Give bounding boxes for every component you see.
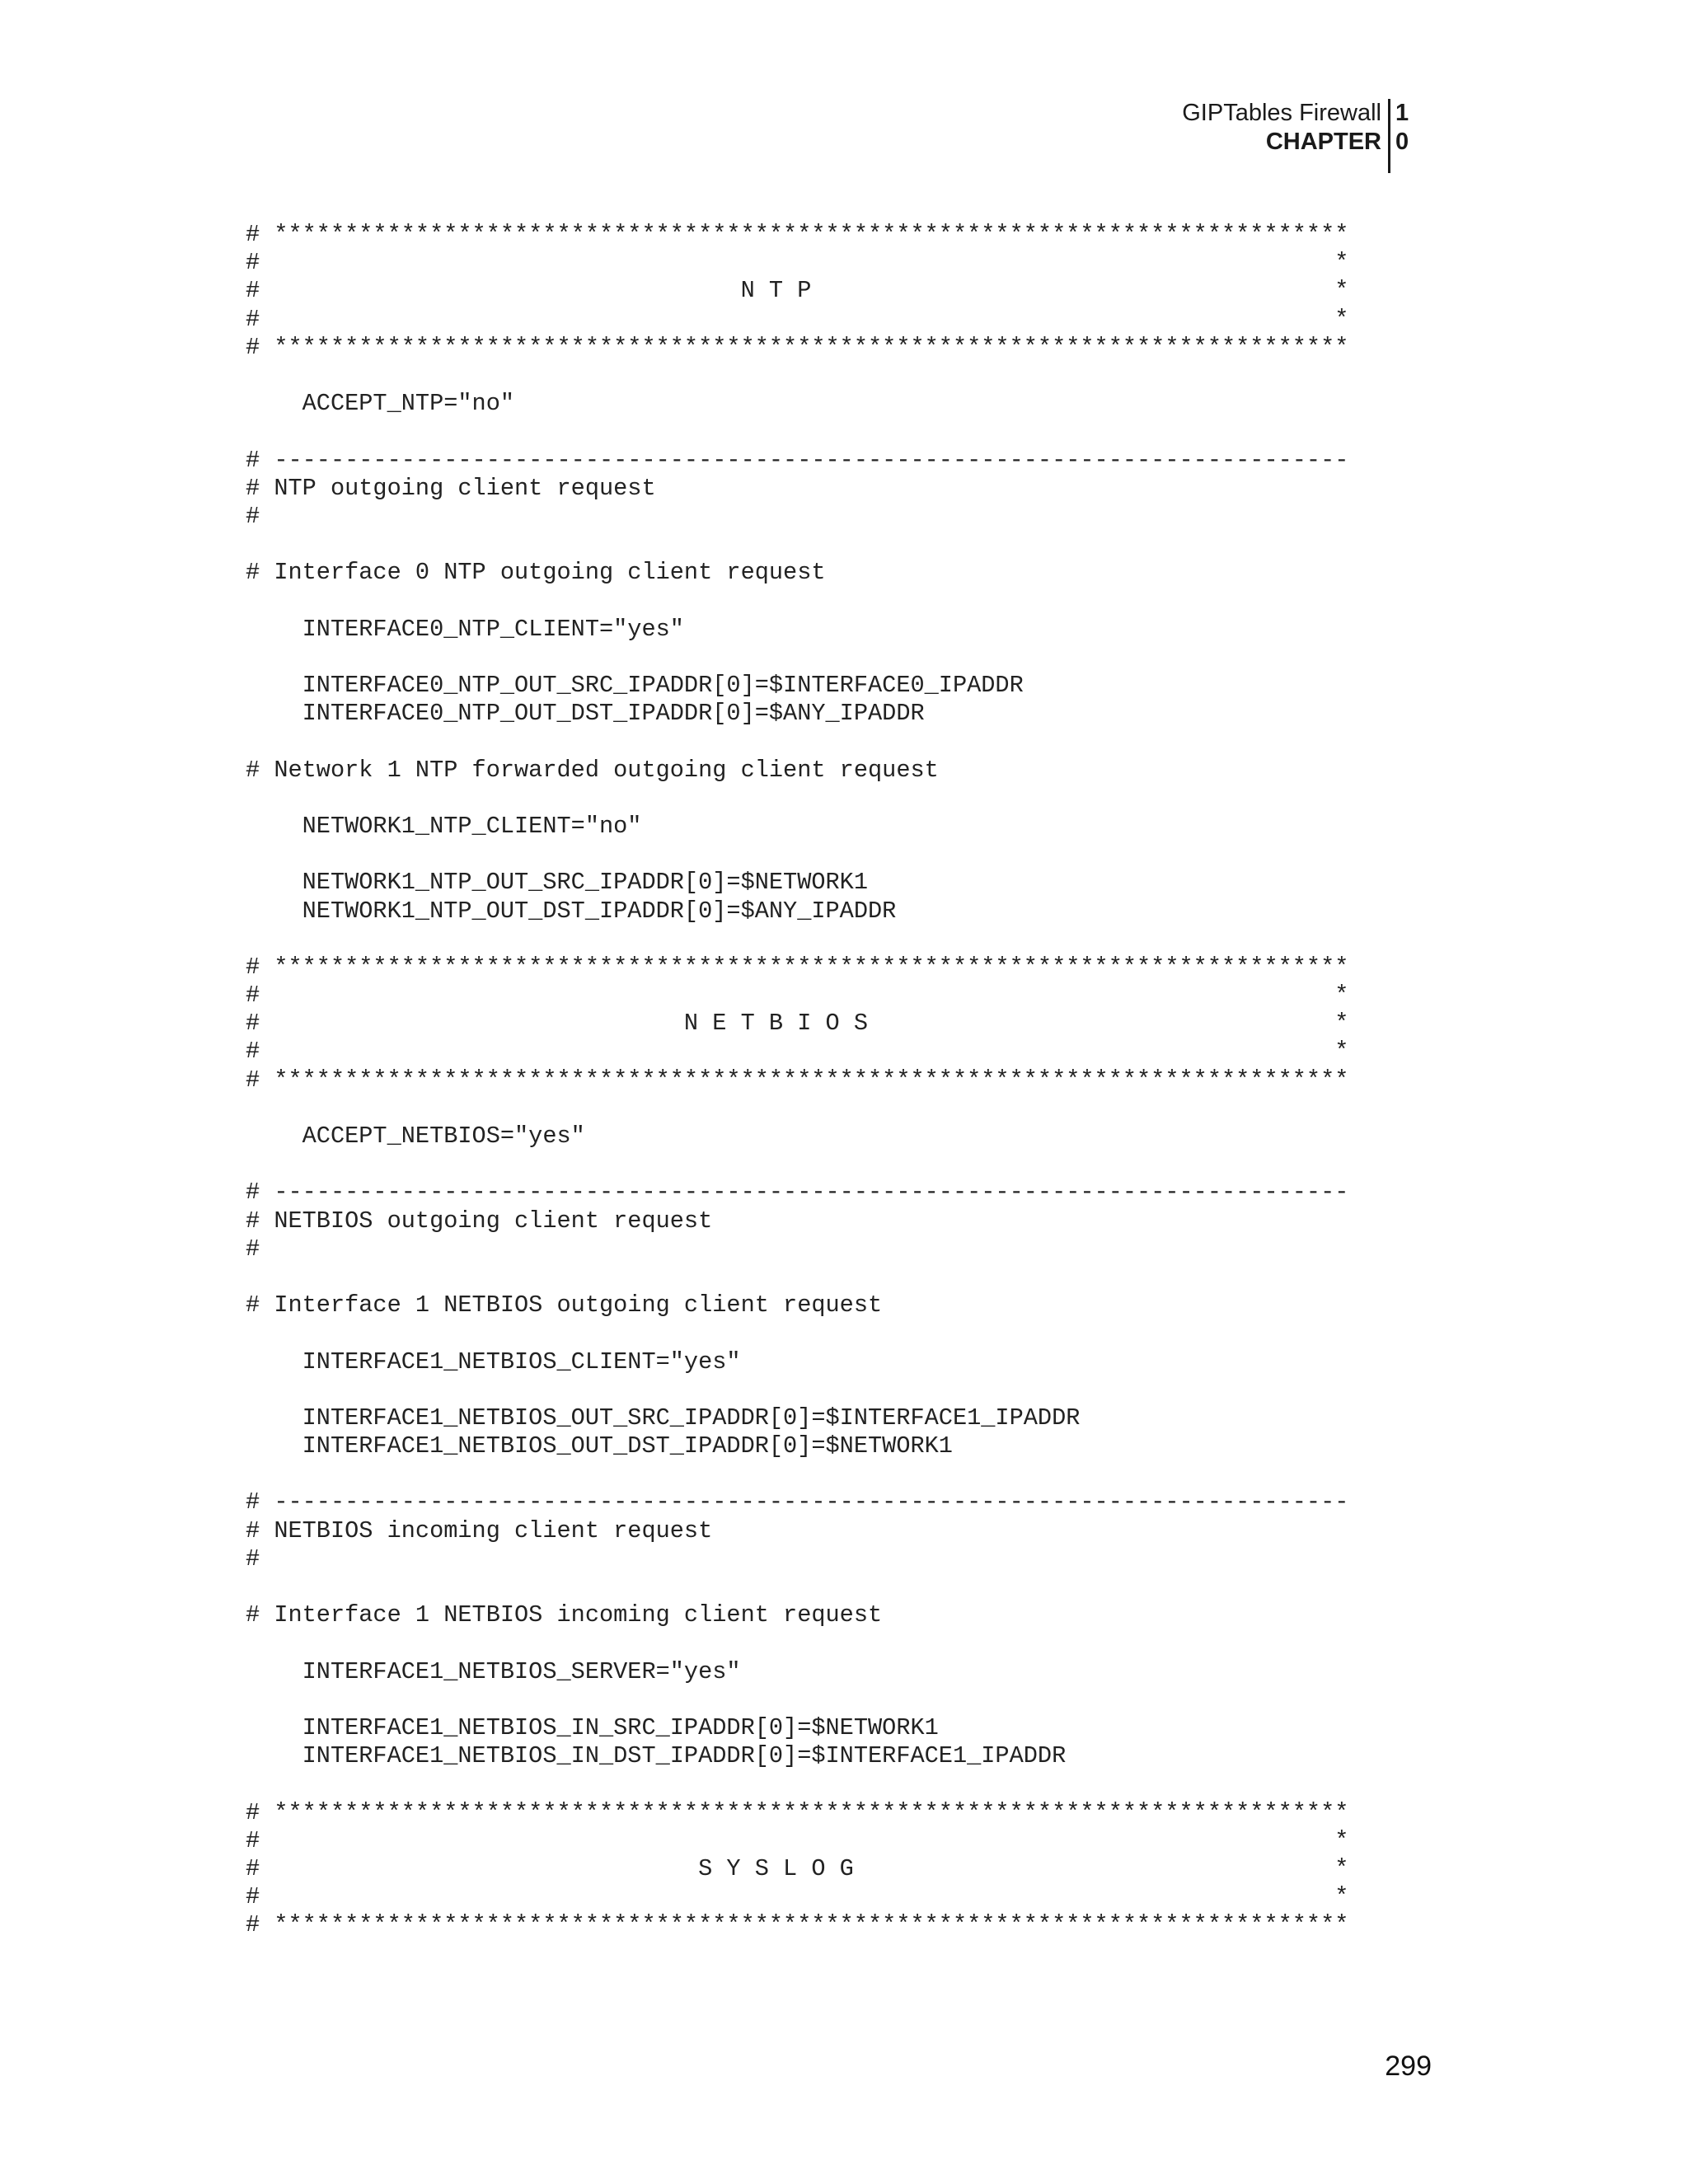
code-line: # *	[246, 305, 1349, 333]
book-title: GIPTables Firewall	[1182, 100, 1381, 126]
code-line: # Interface 1 NETBIOS outgoing client request	[246, 1291, 883, 1319]
code-line: # N E T B I O S *	[246, 1010, 1349, 1038]
code-line: # N T P *	[246, 277, 1349, 305]
code-line: # Interface 1 NETBIOS incoming client request	[246, 1601, 883, 1629]
code-line: # ----------------------------------------------------------------------------	[246, 446, 1349, 474]
code-line: # *	[246, 249, 1349, 277]
code-line: # S Y S L O G *	[246, 1854, 1349, 1882]
code-line	[246, 644, 1348, 672]
code-line: # *	[246, 1826, 1349, 1854]
code-line: # ****************************************************************************	[246, 1066, 1349, 1094]
code-line: NETWORK1_NTP_OUT_DST_IPADDR[0]=$ANY_IPADDR	[246, 897, 897, 925]
code-line: # ****************************************************************************	[246, 1798, 1349, 1826]
code-line: # ****************************************************************************	[246, 221, 1349, 248]
code-line: # NETBIOS outgoing client request	[246, 1207, 713, 1235]
code-line: NETWORK1_NTP_CLIENT="no"	[246, 812, 642, 840]
code-line: INTERFACE1_NETBIOS_SERVER="yes"	[246, 1657, 741, 1685]
code-listing	[246, 221, 1348, 1939]
code-line: INTERFACE1_NETBIOS_OUT_DST_IPADDR[0]=$NETWORK1	[246, 1432, 953, 1460]
code-line	[246, 1573, 1348, 1601]
code-line	[246, 1151, 1348, 1179]
code-line: # ****************************************************************************	[246, 953, 1349, 981]
code-line	[246, 926, 1348, 954]
code-line	[246, 1263, 1348, 1291]
code-line: # ****************************************************************************	[246, 1911, 1349, 1939]
page-number: 299	[1385, 2050, 1432, 2082]
code-line: INTERFACE0_NTP_CLIENT="yes"	[246, 615, 684, 643]
code-line	[246, 418, 1348, 446]
code-line	[246, 1460, 1348, 1488]
code-line	[246, 1686, 1348, 1714]
code-line	[246, 1376, 1348, 1404]
chapter-number-digit-1: 1	[1388, 99, 1414, 128]
code-line: # *	[246, 1883, 1349, 1911]
code-line: INTERFACE1_NETBIOS_OUT_SRC_IPADDR[0]=$INTERFACE1_IPADDR	[246, 1404, 1081, 1432]
code-line: #	[246, 1544, 260, 1572]
code-line: #	[246, 1235, 260, 1263]
header-title-row	[1182, 99, 1414, 128]
code-line	[246, 728, 1348, 756]
code-line: # Network 1 NTP forwarded outgoing client request	[246, 756, 939, 784]
chapter-label: CHAPTER	[1265, 129, 1381, 155]
code-line	[246, 587, 1348, 615]
code-line	[246, 1629, 1348, 1657]
running-header	[1182, 99, 1414, 173]
code-line	[246, 841, 1348, 869]
code-line: INTERFACE1_NETBIOS_IN_DST_IPADDR[0]=$INTERFACE1_IPADDR	[246, 1742, 1067, 1770]
code-line	[246, 1319, 1348, 1347]
header-chapter-row	[1182, 128, 1414, 173]
code-line: ACCEPT_NETBIOS="yes"	[246, 1122, 585, 1150]
code-line	[246, 1094, 1348, 1122]
code-line: INTERFACE1_NETBIOS_IN_SRC_IPADDR[0]=$NETWORK1	[246, 1713, 939, 1741]
code-line: INTERFACE1_NETBIOS_CLIENT="yes"	[246, 1347, 741, 1376]
code-line	[246, 785, 1348, 813]
code-line	[246, 1770, 1348, 1798]
code-line: # Interface 0 NTP outgoing client request	[246, 559, 826, 587]
code-line: ACCEPT_NTP="no"	[246, 390, 515, 418]
code-line: # ****************************************************************************	[246, 333, 1349, 361]
code-line: INTERFACE0_NTP_OUT_DST_IPADDR[0]=$ANY_IPADDR	[246, 700, 925, 728]
code-line: # NTP outgoing client request	[246, 474, 656, 502]
code-line: # NETBIOS incoming client request	[246, 1516, 713, 1544]
code-line: # ----------------------------------------------------------------------------	[246, 1488, 1349, 1516]
code-line: # *	[246, 1038, 1349, 1066]
code-line: #	[246, 502, 260, 530]
code-line: INTERFACE0_NTP_OUT_SRC_IPADDR[0]=$INTERFACE0_IPADDR	[246, 672, 1024, 699]
code-line	[246, 362, 1348, 390]
code-line: NETWORK1_NTP_OUT_SRC_IPADDR[0]=$NETWORK1	[246, 869, 868, 897]
code-line	[246, 531, 1348, 559]
code-line: # ----------------------------------------------------------------------------	[246, 1179, 1349, 1207]
chapter-number-digit-2: 0	[1388, 128, 1414, 173]
code-line: # *	[246, 982, 1349, 1010]
